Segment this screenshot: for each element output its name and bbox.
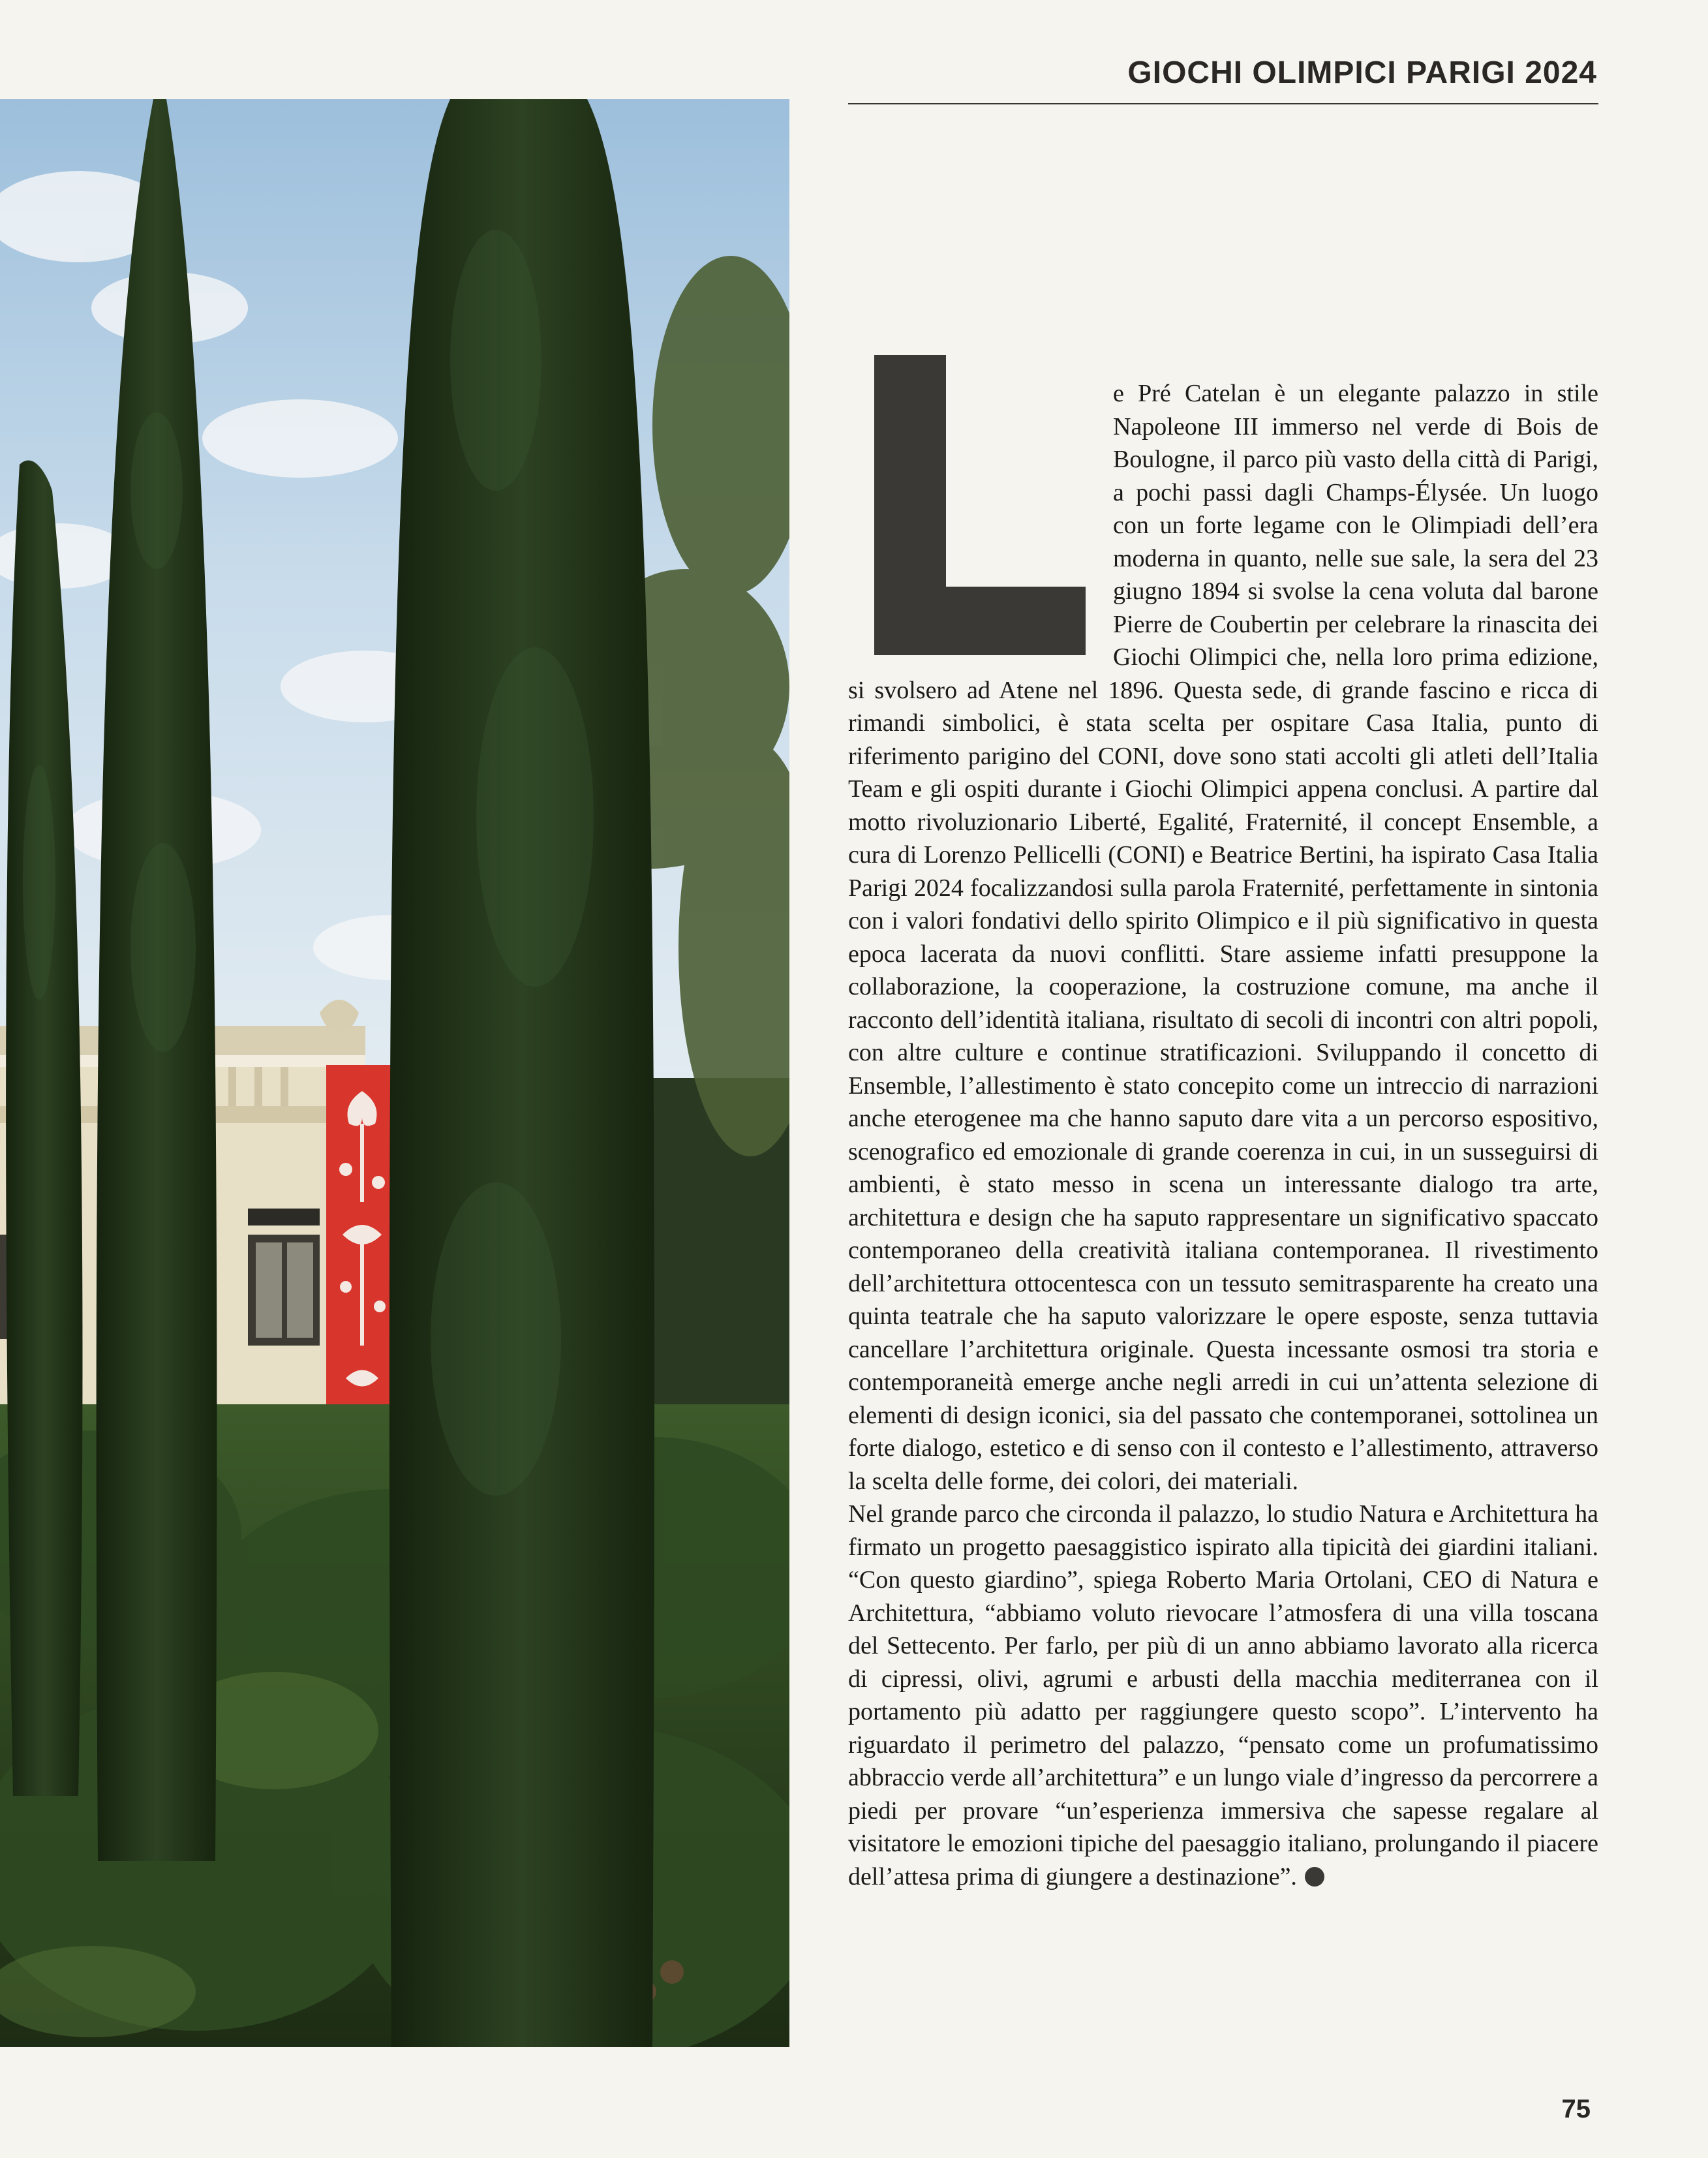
paragraph-1: e Pré Catelan è un elegante palazzo in stile Napoleone III immerso nel verde di Bois de Boulogne, il parco più vasto della città di Parigi, a pochi passi dagli Champs-Élysée. Un luogo con un forte legame con le Olimpiadi dell’era moderna in quanto, nelle sue sale, la sera del 23 giugno 1894 si svolse la cena voluta dal barone Pierre de Coubertin per celebrare la rinascita dei Giochi Olimpici che, nella loro prima edizione, si svolsero ad Atene nel 1896. Questa sede, di grande fascino e ricca di rimandi simbolici, è stata scelta per ospitare Casa Italia, punto di riferimento parigino del CONI, dove sono stati accolti gli atleti dell’Italia Team e gli ospiti durante i Giochi Olimpici appena conclusi. A partire dal motto rivoluzionario Liberté, Egalité, Fraternité, il concept Ensemble, a cura di Lorenzo Pellicelli (CONI) e Beatrice Bertini, ha ispirato Casa Italia Parigi 2024 focalizzandosi sulla parola Fraternité, perfettamente in sintonia con i valori fondativi dello spirito Olimpico e il più significativo in questa epoca lacerata da nuovi conflitti. Stare assieme infatti presuppone la collaborazione, la cooperazione, la costruzione comune, ma anche il racconto dell’identità italiana, risultato di secoli di incontri con altri popoli, con altre culture e continue stratificazioni. Sviluppando il concetto di Ensemble, l’allestimento è stato concepito come un intreccio di narrazioni anche eterogenee ma che hanno saputo dare vita a un percorso espositivo, scenografico ed emozionale di grande coerenza in cui, in un susseguirsi di ambienti, è stato messo in scena un interessante dialogo tra arte, architettura e design che ha saputo rappresentare un significativo spaccato contemporaneo della creatività italiana contemporanea. Il rivestimento dell’architettura ottocentesca con un tessuto semitrasparente ha creato una quinta teatrale che ha saputo valorizzare le opere esposte, senza tuttavia cancellare l’architettura originale. Questa incessante osmosi tra storia e contemporaneità emerge anche negli arredi in cui un’attenta selezione di elementi di design iconici, sia del passato che contemporanei, sottolinea un forte dialogo, estetico e di senso con il contesto e l’allestimento, attraverso la scelta delle forme, dei colori, dei materiali. (848, 380, 1598, 1495)
section-title: GIOCHI OLIMPICI PARIGI 2024 (1127, 55, 1597, 90)
drop-cap (874, 355, 1086, 655)
article-body (848, 377, 1598, 1893)
drop-cap-letter (874, 355, 875, 356)
paragraph-2-text: Nel grande parco che circonda il palazzo, lo studio Natura e Architettura ha firmato un progetto paesaggistico ispirato alla tipicità dei giardini italiani. “Con questo giardino”, spiega Roberto Maria Ortolani, CEO di Natura e Architettura, “abbiamo voluto rievocare l’atmosfera di una villa toscana del Settecento. Per farlo, per più di un anno abbiamo lavorato alla ricerca di cipressi, olivi, agrumi e arbusti della macchia mediterranea con il portamento più adatto per raggiungere questo scopo”. L’intervento ha riguardato il perimetro del palazzo, “pensato come un profumatissimo abbraccio verde all’architettura” e un lungo viale d’ingresso da percorrere a piedi per provare “un’esperienza immersiva che sapesse regalare al visitatore le emozioni tipiche del paesaggio italiano, prolungando il piacere dell’attesa prima di giungere a destinazione”. (848, 1500, 1598, 1890)
page-number: 75 (1561, 2095, 1591, 2123)
end-mark-icon (1305, 1867, 1324, 1887)
paragraph-2 (848, 1498, 1598, 1893)
header-rule (848, 103, 1598, 104)
cypress-garden-photo (0, 99, 789, 2047)
